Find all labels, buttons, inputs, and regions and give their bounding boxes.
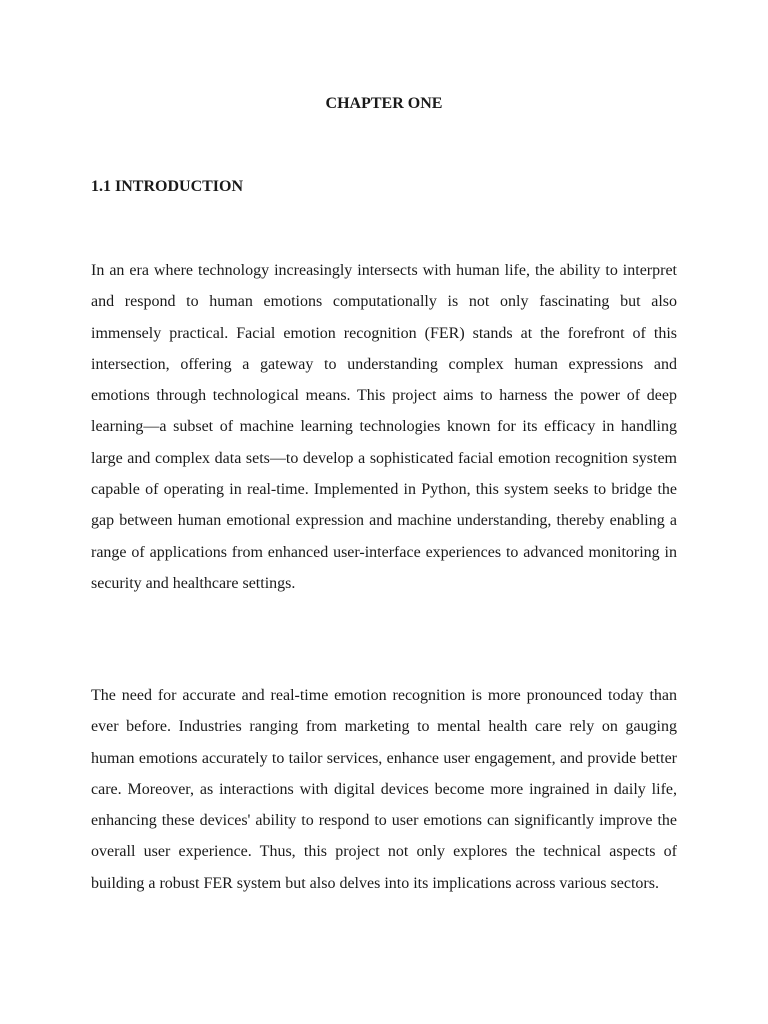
body-paragraph: The need for accurate and real-time emotion recognition is more pronounced today than ever before. Industries ranging from marketing to mental health care rely on gauging human emotions accurately to tailor services, enhance user engagement, and provide better care. Moreover, as interactions with digital devices become more ingrained in daily life, enhancing these devices' ability to respond to user emotions can significantly improve the overall user experience. Thus, this project not only explores the technical aspects of building a robust FER system but also delves into its implications across various sectors. <box>91 687 677 892</box>
body-paragraph: In an era where technology increasingly intersects with human life, the ability to interpret and respond to human emotions computationally is not only fascinating but also immensely practical. Facial emotion recognition (FER) stands at the forefront of this intersection, offering a gateway to understanding complex human expressions and emotions through technological means. This project aims to harness the power of deep learning—a subset of machine learning technologies known for its efficacy in handling large and complex data sets—to develop a sophisticated facial emotion recognition system capable of operating in real-time. Implemented in Python, this system seeks to bridge the gap between human emotional expression and machine understanding, thereby enabling a range of applications from enhanced user-interface experiences to advanced monitoring in security and healthcare settings. <box>91 262 677 592</box>
chapter-title: CHAPTER ONE <box>325 95 443 112</box>
section-heading: 1.1 INTRODUCTION <box>91 178 244 195</box>
